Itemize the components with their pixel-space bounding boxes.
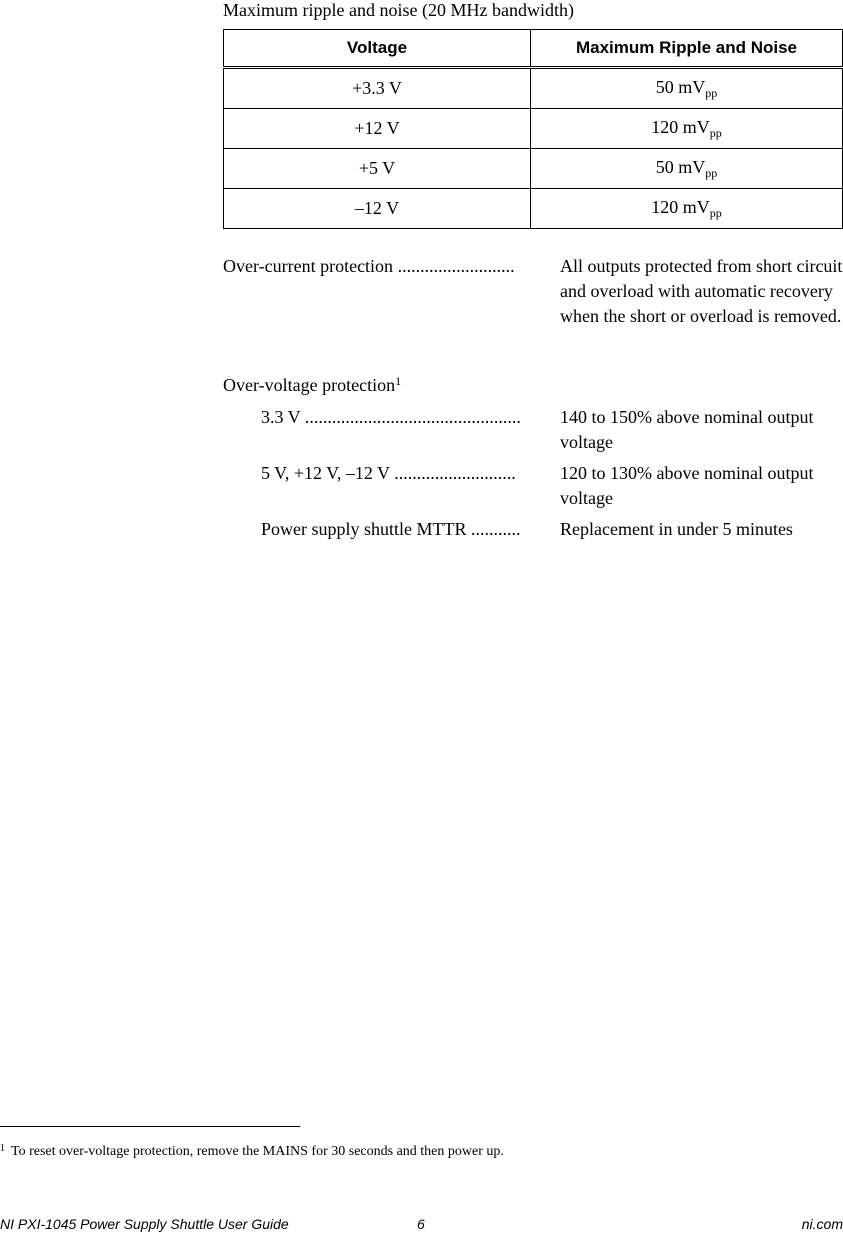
over-voltage-other-value: 120 to 130% above nominal output voltage xyxy=(560,463,814,508)
footer-page-number: 6 xyxy=(417,1216,425,1232)
table-row xyxy=(224,109,843,149)
ripple-noise-table xyxy=(223,29,843,229)
column-header-ripple: Maximum Ripple and Noise xyxy=(531,30,843,68)
mttr-label: Power supply shuttle MTTR ........... xyxy=(261,519,521,539)
footnote-ref: 1 xyxy=(395,374,402,388)
table-row xyxy=(224,68,843,109)
footnote-marker: 1 xyxy=(0,1143,5,1154)
ripple-cell: 50 $mV_{pp}$ xyxy=(531,149,843,189)
over-current-value: All outputs protected from short circuit and overload with automatic recovery when the short or overload is removed. xyxy=(560,256,843,326)
voltage-cell: –12 V xyxy=(224,189,531,229)
footer-guide-title: NI PXI-1045 Power Supply Shuttle User Guide xyxy=(0,1216,289,1232)
table-header-row xyxy=(224,30,843,68)
column-header-voltage: Voltage xyxy=(224,30,531,68)
over-current-label: Over-current protection .......................... xyxy=(223,256,515,276)
voltage-cell: +3.3 V xyxy=(224,68,531,109)
ripple-cell: 120 $mV_{pp}$ xyxy=(531,109,843,149)
over-voltage-other-label: 5 V, +12 V, –12 V ........................... xyxy=(261,463,516,483)
over-current-spec xyxy=(223,254,843,354)
footnote-divider xyxy=(0,1126,300,1127)
mttr-value: Replacement in under 5 minutes xyxy=(560,519,793,539)
mttr-spec xyxy=(223,517,843,542)
over-voltage-3v3-spec xyxy=(223,405,843,455)
ripple-cell: 120 $mV_{pp}$ xyxy=(531,189,843,229)
footer-site: ni.com xyxy=(801,1216,843,1232)
voltage-cell: +12 V xyxy=(224,109,531,149)
footnote-text: To reset over-voltage protection, remove the MAINS for 30 seconds and then power up. xyxy=(11,1144,504,1159)
over-voltage-3v3-label: 3.3 V ................................................ xyxy=(261,407,521,427)
over-voltage-3v3-value: 140 to 150% above nominal output voltage xyxy=(560,407,814,452)
over-voltage-heading: Over-voltage protection$^1$ xyxy=(223,374,402,395)
voltage-cell: +5 V xyxy=(224,149,531,189)
ripple-cell: 50 $mV_{pp}$ xyxy=(531,68,843,109)
footnote xyxy=(0,1143,504,1160)
section-title: Maximum ripple and noise (20 MHz bandwidth) xyxy=(223,0,574,20)
table-row xyxy=(224,189,843,229)
table-row xyxy=(224,149,843,189)
over-voltage-other-spec xyxy=(223,461,843,511)
